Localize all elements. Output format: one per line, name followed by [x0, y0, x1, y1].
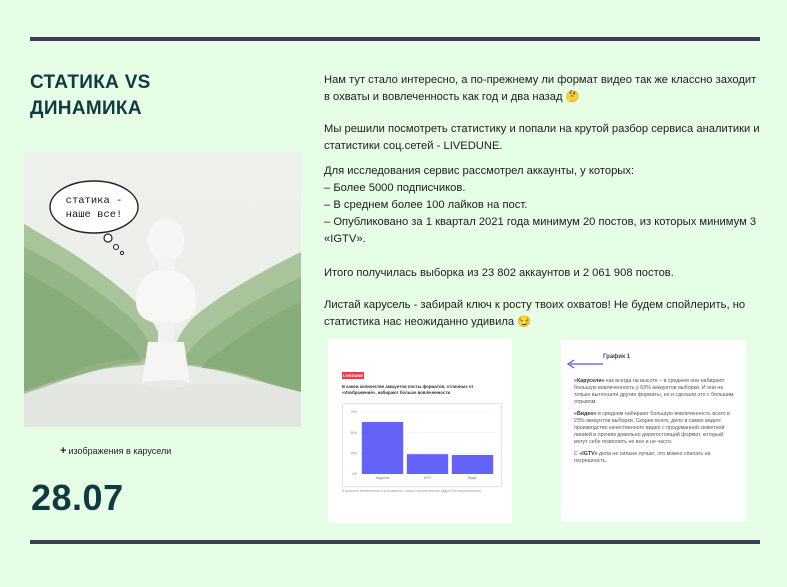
- body-paragraph-3-intro: Для исследования сервис рассмотрел аккаунты, у которых:: [324, 165, 635, 177]
- bubble-text-line-2: наше все!: [65, 209, 123, 221]
- body-paragraph-4: Итого получилась выборка из 23 802 аккаунтов и 2 061 908 постов.: [324, 267, 674, 279]
- bottom-divider: [30, 540, 760, 544]
- post-photo: [24, 152, 301, 427]
- carousel-caption-text: изображения в карусели: [68, 446, 172, 456]
- igtv-label: «IGTV»: [579, 451, 598, 457]
- title-line-2: ДИНАМИКА: [30, 98, 142, 119]
- post-date: 28.07: [31, 477, 124, 518]
- criteria-item: – Более 5000 подписчиков.: [324, 182, 466, 194]
- x-tick-label: Видео: [467, 476, 478, 480]
- carousel-caption: [60, 445, 171, 457]
- body-paragraph-5: Листай карусель - забирай ключ к росту твоих охватов! Не будем спойлерить, но статистика нас неожиданно удивила 😏: [324, 299, 746, 328]
- bubble-text-line-1: статика -: [65, 195, 123, 207]
- chart-footnote: В формате вовлеченности учитывались только горизонтальные кадры (без вертикальных): [342, 489, 482, 493]
- chart-heading: В каком количестве аккаунтов посты форматов, отличных от «Изображения», набирают больше вовлеченности: [342, 384, 474, 395]
- livedune-badge: LIVEDUNE: [342, 373, 364, 378]
- y-tick-label: 25%: [350, 451, 357, 456]
- top-divider: [30, 37, 760, 41]
- y-tick-label: 50%: [350, 430, 357, 435]
- y-tick-label: 75%: [350, 410, 357, 415]
- carousel-text: как всегда на высоте – в среднем они набирают большую вовлеченность у 63% аккаунтов выборки. И они не только вытеснили другие форматы, но и сделали это с большим отрывом.: [574, 378, 734, 405]
- bar: [452, 455, 493, 474]
- arrow-left-icon: [566, 359, 604, 369]
- body-paragraph-2: Мы решили посмотреть статистику и попали на крутой разбор сервиса аналитики и статистики соц.сетей - LIVEDUNE.: [324, 123, 760, 152]
- igtv-text: дела не сильно лучше, это можно списать на погрешность.: [574, 451, 711, 464]
- body-paragraph-1: Нам тут стало интересно, а по-прежнему ли формат видео так же классно заходит в охваты и вовлеченность как год и два назад 🤔: [324, 74, 757, 103]
- carousel-label: «Карусели»: [574, 378, 605, 384]
- y-tick-label: 0%: [352, 472, 357, 477]
- page-title: [30, 70, 290, 122]
- x-tick-label: IGTV: [423, 476, 432, 480]
- bar-chart: [343, 404, 501, 486]
- bar: [362, 422, 403, 474]
- slide-title: График 1: [603, 354, 631, 360]
- video-label: «Видео»: [574, 411, 597, 417]
- slide-text: [574, 378, 734, 470]
- igtv-prefix: С: [574, 451, 580, 457]
- post-body: [324, 72, 764, 331]
- carousel-slide-chart[interactable]: [328, 339, 512, 523]
- x-tick-label: Карусели: [375, 476, 390, 480]
- criteria-item: – В среднем более 100 лайков на пост.: [324, 199, 528, 211]
- criteria-item: – Опубликовано за 1 квартал 2021 года минимум 20 постов, из которых минимум 3 «IGTV».: [324, 216, 757, 245]
- video-text: в среднем набирают большую вовлеченность всего в 23% аккаунтов выборки. Скорее всего, дело в самих видео: производство качественного видео с продуманной сюжетной линией и прочим довольно дорогостоящий формат, который могут себе позволить не все и не часто.: [574, 411, 730, 445]
- plus-icon: +: [60, 445, 67, 457]
- bar: [407, 454, 448, 474]
- title-line-1: СТАТИКА VS: [30, 72, 151, 93]
- bust-with-drapery-illustration: [24, 152, 301, 427]
- chart-frame: [342, 403, 502, 487]
- carousel-slide-explanation[interactable]: [561, 340, 746, 522]
